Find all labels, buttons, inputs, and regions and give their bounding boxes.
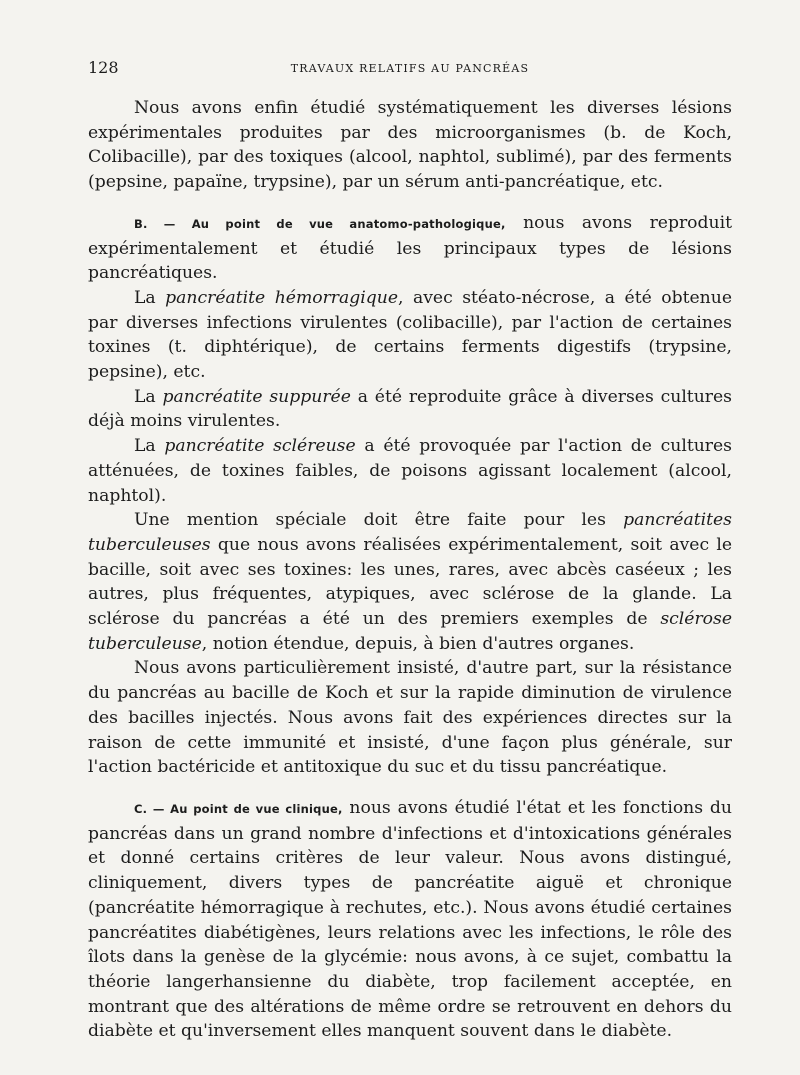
- tuberculeuses-text-1: que nous avons réalisées expérimentalement, soit avec le bacille, soit avec ses toxines: les unes, rares, avec abcès caséeux ; les autres, plus fréquentes, atypiques, avec sclérose de la glande. La sclérose du pancréas a été un des premiers exemples de: [88, 534, 732, 630]
- paragraph-sclereuse: [88, 434, 732, 508]
- sclereuse-text: a été provoquée par l'action de cultures atténuées, de toxines faibles, de poisons agissant localement (alcool, naphtol).: [88, 436, 733, 506]
- running-title: TRAVAUX RELATIFS AU PANCRÉAS: [290, 62, 530, 75]
- hemorragique-text: , avec stéato-nécrose, a été obtenue par diverses infections virulentes (colibacille), par l'action de certaines toxines (t. diphtérique), de certains ferments digestifs (trypsine, pepsine), etc.: [88, 287, 732, 383]
- page-number: 128: [88, 58, 119, 77]
- tuberculeuses-prefix: Une mention spéciale doit être faite pour les: [134, 510, 624, 531]
- paragraph-section-b: [88, 211, 732, 286]
- suppuree-term: pancréatite suppurée: [162, 386, 351, 407]
- hemorragique-prefix: La: [134, 287, 166, 308]
- section-b-label: B. — Au point de vue anatomo-pathologique,: [134, 216, 506, 231]
- tuberculeuses-term: pancréatites tuberculeuses: [88, 510, 732, 555]
- paragraph-hemorragique: [88, 286, 732, 385]
- paragraph-section-c: [88, 796, 732, 1044]
- paragraph-tuberculeuses: [88, 508, 732, 656]
- suppuree-text: a été reproduite grâce à diverses cultures déjà moins virulentes.: [88, 386, 732, 432]
- sclereuse-prefix: La: [134, 436, 165, 457]
- document-page: [88, 58, 732, 1044]
- suppuree-prefix: La: [134, 386, 163, 407]
- hemorragique-term: pancréatite hémorragique: [165, 287, 399, 308]
- paragraph-resistance: Nous avons particulièrement insisté, d'autre part, sur la résistance du pancréas au bacille de Koch et sur la rapide diminution de virulence des bacilles injectés. Nous avons fait des expériences directes sur la raison de cette immunité et insisté, d'une façon plus générale, sur l'action bactéricide et antitoxique du suc et du tissu pancréatique.: [88, 658, 732, 778]
- page-header: [88, 58, 732, 84]
- paragraph-intro: Nous avons enfin étudié systématiquement les diverses lésions expérimentales produites par des microorganismes (b. de Koch, Colibacille), par des toxiques (alcool, naphtol, sublimé), par des ferments (pepsine, papaïne, trypsine), par un sérum anti-pancréatique, etc.: [88, 98, 732, 193]
- section-b-text: nous avons reproduit expérimentalement et étudié les principaux types de lésions pancréatiques.: [88, 212, 733, 284]
- body-text: [88, 96, 732, 1044]
- paragraph-suppuree: [88, 385, 732, 434]
- sclerose-tuberculeuse-term: sclérose tuberculeuse: [88, 609, 732, 654]
- sclereuse-term: pancréatite scléreuse: [164, 436, 356, 457]
- section-c-text: nous avons étudié l'état et les fonctions du pancréas dans un grand nombre d'infections et d'intoxications générales et donné certains critères de leur valeur. Nous avons distingué, cliniquement, divers types de pancréatite aiguë et chronique (pancréatite hémorragique à rechutes, etc.). Nous avons étudié certaines pancréatites diabétigènes, leurs relations avec les infections, le rôle des îlots dans la genèse de la glycémie: nous avons, à ce sujet, combattu la théorie langerhansienne du diabète, trop facilement acceptée, en montrant que des altérations de même ordre se retrouvent en dehors du diabète et qu'inversement elles manquent souvent dans le diabète.: [88, 797, 732, 1042]
- section-c-label: C. — Au point de vue clinique,: [134, 801, 343, 816]
- tuberculeuses-text-2: , notion étendue, depuis, à bien d'autres organes.: [201, 633, 635, 654]
